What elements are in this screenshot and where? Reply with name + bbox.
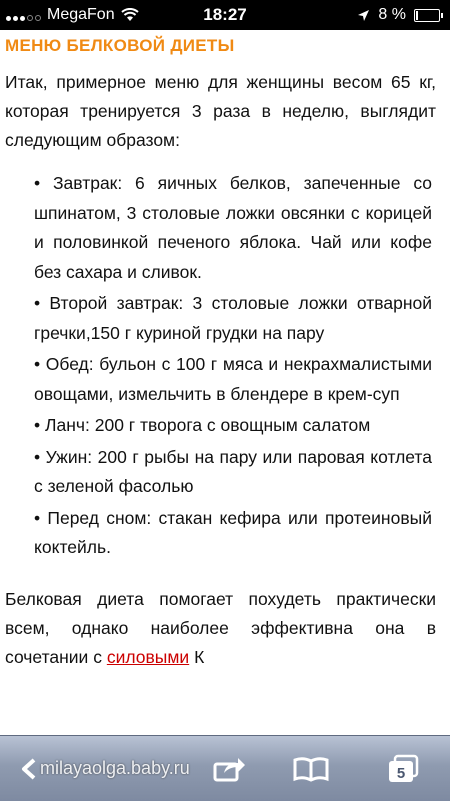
article-outro — [5, 585, 436, 672]
menu-list-item: • Ланч: 200 г творога с овощным салатом — [34, 411, 432, 441]
bookmarks-button[interactable] — [293, 754, 329, 784]
status-right — [357, 6, 440, 24]
menu-list — [34, 169, 432, 563]
status-bar — [0, 0, 450, 30]
tabs-button[interactable] — [385, 754, 421, 784]
battery-percent: 8 % — [378, 6, 406, 23]
outro-text: Белковая диета помогает похудеть практически всем, однако наиболее эффективна она в сочетании с — [5, 588, 436, 667]
location-arrow-icon — [357, 9, 370, 22]
menu-list-item: • Завтрак: 6 яичных белков, запеченные со шпинатом, 3 столовые ложки овсянки с корицей и половинкой печеного яблока. Чай или кофе без сахара и сливок. — [34, 169, 432, 287]
strength-training-link[interactable]: силовыми — [106, 646, 190, 667]
battery-fill — [416, 11, 418, 20]
share-button[interactable] — [211, 754, 247, 784]
article-intro: Итак, примерное меню для женщины весом 65 кг, которая тренируется 3 раза в неделю, выглядит следующим образом: — [5, 72, 436, 150]
menu-list-item: • Перед сном: стакан кефира или протеиновый коктейль. — [34, 504, 432, 563]
tabs-count: 5 — [396, 765, 406, 782]
menu-list-item: • Второй завтрак: 3 столовые ложки отварной гречки,150 г куриной грудки на пару — [34, 289, 432, 348]
tabs-icon — [386, 754, 420, 784]
url-watermark: milayaolga.baby.ru — [40, 758, 190, 778]
carrier-label: MegaFon — [47, 6, 115, 23]
menu-list-item: • Обед: бульон с 100 г мяса и некрахмалистыми овощами, измельчить в блендере в крем-суп — [34, 350, 432, 409]
outro-tail: К — [194, 646, 205, 667]
bookmarks-icon — [293, 756, 329, 782]
share-icon — [212, 755, 246, 783]
clock: 18:27 — [203, 5, 247, 24]
menu-list-item: • Ужин: 200 г рыбы на пару или паровая котлета с зеленой фасолью — [34, 443, 432, 502]
battery-icon — [414, 9, 440, 22]
article-content — [0, 30, 450, 735]
article-title: МЕНЮ БЕЛКОВОЙ ДИЕТЫ — [5, 36, 235, 55]
browser-toolbar — [0, 735, 450, 801]
